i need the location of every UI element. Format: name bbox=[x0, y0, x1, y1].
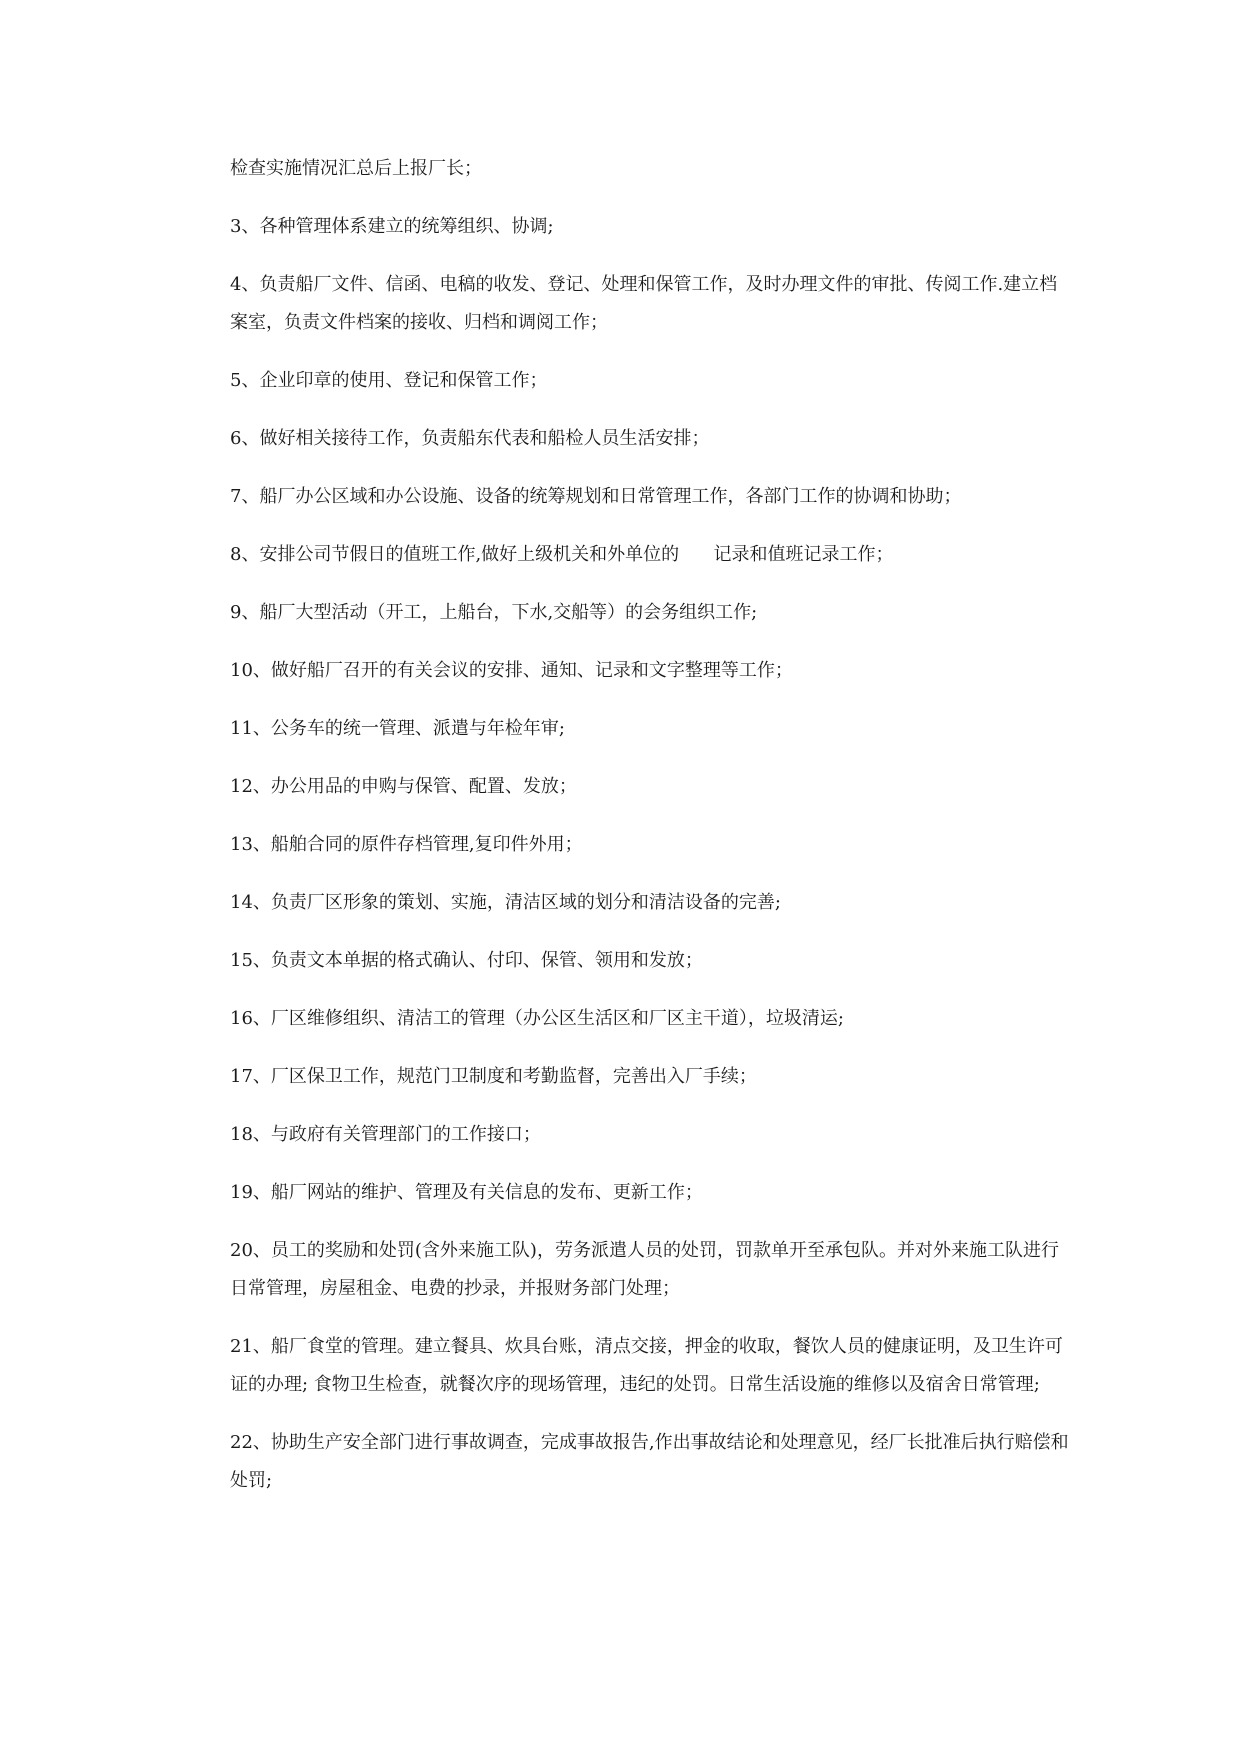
list-item-7: 7、船厂办公区域和办公设施、设备的统筹规划和日常管理工作，各部门工作的协调和协助； bbox=[230, 486, 962, 507]
list-item-14: 14、负责厂区形象的策划、实施，清洁区域的划分和清洁设备的完善; bbox=[230, 892, 781, 913]
paragraph-continuation: 检查实施情况汇总后上报厂长； bbox=[230, 158, 482, 179]
list-item-8: 8、安排公司节假日的值班工作,做好上级机关和外单位的 记录和值班记录工作； bbox=[230, 544, 894, 565]
document-body bbox=[230, 150, 1070, 1520]
list-item-9: 9、船厂大型活动（开工，上船台，下水,交船等）的会务组织工作; bbox=[230, 602, 758, 623]
list-item-11: 11、公务车的统一管理、派遣与年检年审; bbox=[230, 718, 565, 739]
list-item-22: 22、协助生产安全部门进行事故调查，完成事故报告,作出事故结论和处理意见，经厂长批准后执行赔偿和处罚; bbox=[230, 1432, 1069, 1491]
list-item-10: 10、做好船厂召开的有关会议的安排、通知、记录和文字整理等工作； bbox=[230, 660, 793, 681]
list-item-21: 21、船厂食堂的管理。建立餐具、炊具台账，清点交接，押金的收取，餐饮人员的健康证明，及卫生许可证的办理; 食物卫生检查，就餐次序的现场管理，违纪的处罚。日常生活设施的维修以及宿舍日常管理; bbox=[230, 1336, 1063, 1395]
list-item-16: 16、厂区维修组织、清洁工的管理（办公区生活区和厂区主干道），垃圾清运; bbox=[230, 1008, 844, 1029]
list-item-13: 13、船舶合同的原件存档管理,复印件外用； bbox=[230, 834, 583, 855]
list-item-15: 15、负责文本单据的格式确认、付印、保管、领用和发放； bbox=[230, 950, 703, 971]
list-item-12: 12、办公用品的申购与保管、配置、发放； bbox=[230, 776, 577, 797]
list-item-3: 3、各种管理体系建立的统筹组织、协调; bbox=[230, 216, 554, 237]
list-item-17: 17、厂区保卫工作，规范门卫制度和考勤监督，完善出入厂手续； bbox=[230, 1066, 757, 1087]
list-item-19: 19、船厂网站的维护、管理及有关信息的发布、更新工作； bbox=[230, 1182, 703, 1203]
list-item-18: 18、与政府有关管理部门的工作接口； bbox=[230, 1124, 541, 1145]
list-item-20: 20、员工的奖励和处罚(含外来施工队)，劳务派遣人员的处罚，罚款单开至承包队。并对外来施工队进行日常管理，房屋租金、电费的抄录，并报财务部门处理； bbox=[230, 1240, 1059, 1299]
list-item-5: 5、企业印章的使用、登记和保管工作； bbox=[230, 370, 548, 391]
list-item-4: 4、负责船厂文件、信函、电稿的收发、登记、处理和保管工作，及时办理文件的审批、传阅工作.建立档案室，负责文件档案的接收、归档和调阅工作； bbox=[230, 274, 1058, 333]
list-item-6: 6、做好相关接待工作，负责船东代表和船检人员生活安排； bbox=[230, 428, 710, 449]
